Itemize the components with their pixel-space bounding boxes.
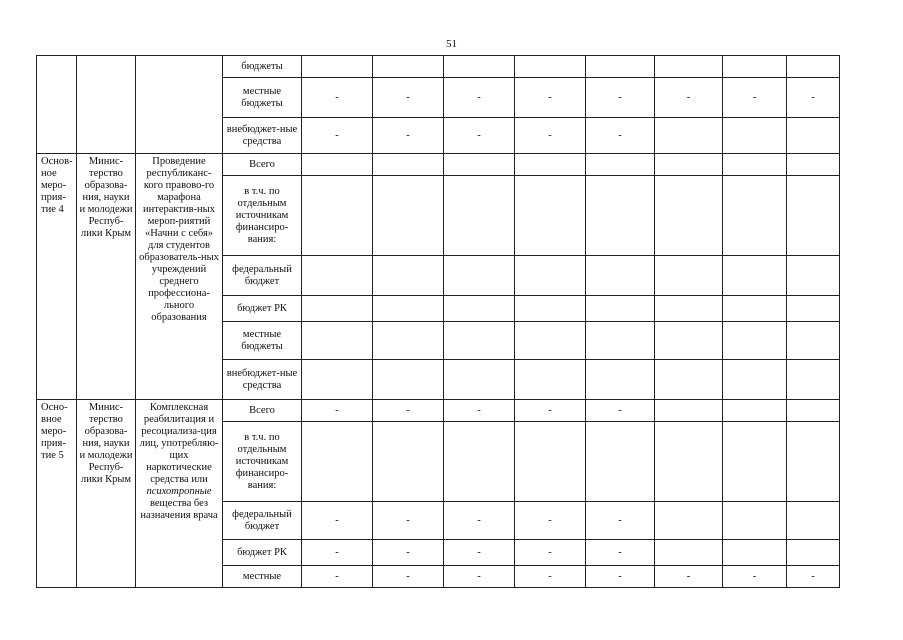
value-cell — [586, 296, 655, 322]
value-cell — [302, 422, 373, 502]
value-cell — [787, 422, 840, 502]
value-cell — [302, 256, 373, 296]
value-cell — [655, 360, 723, 400]
description-text: вещества без назначения врача — [140, 498, 218, 521]
executor-cell: Минис-терство образова-ния, науки и молодежи Респуб-лики Крым — [77, 400, 136, 588]
value-cell — [787, 322, 840, 360]
value-cell: - — [723, 78, 787, 118]
table-row — [37, 56, 840, 78]
value-cell — [515, 296, 586, 322]
value-cell — [515, 360, 586, 400]
value-cell — [373, 360, 444, 400]
value-cell: - — [302, 566, 373, 588]
value-cell — [787, 154, 840, 176]
value-cell — [444, 296, 515, 322]
value-cell — [723, 400, 787, 422]
value-cell — [373, 56, 444, 78]
value-cell: - — [586, 566, 655, 588]
value-cell — [444, 322, 515, 360]
value-cell — [586, 322, 655, 360]
value-cell: - — [787, 78, 840, 118]
funding-source-cell: федеральный бюджет — [223, 256, 302, 296]
value-cell — [302, 322, 373, 360]
value-cell: - — [515, 502, 586, 540]
value-cell — [723, 502, 787, 540]
value-cell — [586, 56, 655, 78]
value-cell — [302, 176, 373, 256]
value-cell — [373, 176, 444, 256]
value-cell — [723, 422, 787, 502]
value-cell — [723, 256, 787, 296]
value-cell: - — [586, 540, 655, 566]
value-cell — [515, 56, 586, 78]
value-cell — [515, 176, 586, 256]
value-cell — [302, 56, 373, 78]
value-cell: - — [373, 400, 444, 422]
value-cell — [444, 154, 515, 176]
value-cell: - — [373, 118, 444, 154]
funding-source-cell: бюджеты — [223, 56, 302, 78]
value-cell — [586, 154, 655, 176]
value-cell: - — [444, 118, 515, 154]
measure-code-cell: Осно-вное меро-прия-тие 5 — [37, 400, 77, 588]
value-cell: - — [373, 540, 444, 566]
value-cell — [655, 154, 723, 176]
value-cell: - — [444, 400, 515, 422]
value-cell: - — [586, 78, 655, 118]
funding-source-cell: внебюджет-ные средства — [223, 118, 302, 154]
value-cell — [787, 256, 840, 296]
value-cell — [655, 322, 723, 360]
value-cell — [302, 154, 373, 176]
value-cell — [723, 360, 787, 400]
value-cell — [444, 422, 515, 502]
table-row — [37, 400, 840, 422]
value-cell — [586, 256, 655, 296]
funding-source-cell: Всего — [223, 154, 302, 176]
value-cell — [723, 118, 787, 154]
value-cell — [787, 400, 840, 422]
value-cell — [787, 56, 840, 78]
funding-source-cell: местные — [223, 566, 302, 588]
page-number: 51 — [446, 38, 457, 50]
value-cell — [655, 176, 723, 256]
value-cell: - — [373, 566, 444, 588]
value-cell: - — [444, 502, 515, 540]
value-cell — [723, 154, 787, 176]
value-cell — [723, 296, 787, 322]
value-cell: - — [655, 566, 723, 588]
value-cell — [723, 322, 787, 360]
description-text: Комплексная реабилитация и ресоциализа-ция лиц, употребляю-щих наркотические средства или — [139, 402, 219, 485]
value-cell: - — [586, 502, 655, 540]
value-cell — [444, 360, 515, 400]
value-cell — [787, 176, 840, 256]
value-cell — [787, 296, 840, 322]
value-cell — [655, 502, 723, 540]
value-cell — [444, 176, 515, 256]
funding-source-cell: в т.ч. по отдельным источникам финансиро-вания: — [223, 176, 302, 256]
value-cell — [655, 56, 723, 78]
measure-code-cell: Основ-ное меро-прия-тие 4 — [37, 154, 77, 400]
empty-cell — [136, 56, 223, 154]
funding-table — [36, 55, 840, 588]
value-cell: - — [302, 78, 373, 118]
value-cell: - — [444, 78, 515, 118]
value-cell: - — [515, 540, 586, 566]
value-cell: - — [655, 78, 723, 118]
value-cell: - — [373, 502, 444, 540]
funding-table-body — [37, 56, 840, 588]
measure-description-cell: Проведение республиканс-кого правово-го марафона интерактив-ных мероп-риятий «Начни с себя» для студентов образователь-ных учреждений среднего профессиона-льного образования — [136, 154, 223, 400]
value-cell — [373, 296, 444, 322]
value-cell — [655, 118, 723, 154]
value-cell — [373, 322, 444, 360]
value-cell — [655, 296, 723, 322]
value-cell: - — [515, 566, 586, 588]
value-cell — [586, 176, 655, 256]
value-cell: - — [787, 566, 840, 588]
funding-source-cell: в т.ч. по отдельным источникам финансиро-вания: — [223, 422, 302, 502]
value-cell — [444, 56, 515, 78]
value-cell — [723, 540, 787, 566]
value-cell — [787, 540, 840, 566]
value-cell: - — [723, 566, 787, 588]
table-row — [37, 154, 840, 176]
measure-description-cell — [136, 400, 223, 588]
empty-cell — [37, 56, 77, 154]
value-cell — [373, 154, 444, 176]
value-cell — [373, 256, 444, 296]
value-cell — [655, 422, 723, 502]
value-cell — [515, 422, 586, 502]
value-cell — [515, 154, 586, 176]
funding-source-cell: местные бюджеты — [223, 322, 302, 360]
value-cell: - — [586, 400, 655, 422]
value-cell: - — [515, 400, 586, 422]
value-cell — [723, 56, 787, 78]
value-cell: - — [302, 540, 373, 566]
funding-source-cell: местные бюджеты — [223, 78, 302, 118]
value-cell: - — [515, 118, 586, 154]
funding-source-cell: внебюджет-ные средства — [223, 360, 302, 400]
value-cell — [787, 118, 840, 154]
value-cell — [515, 322, 586, 360]
executor-cell: Минис-терство образова-ния, науки и молодежи Респуб-лики Крым — [77, 154, 136, 400]
value-cell — [787, 502, 840, 540]
value-cell — [302, 296, 373, 322]
value-cell — [302, 360, 373, 400]
value-cell — [655, 400, 723, 422]
value-cell — [723, 176, 787, 256]
funding-source-cell: бюджет РК — [223, 540, 302, 566]
funding-source-cell: бюджет РК — [223, 296, 302, 322]
value-cell: - — [444, 540, 515, 566]
value-cell: - — [444, 566, 515, 588]
value-cell — [655, 540, 723, 566]
description-text-italic: психотропные — [146, 486, 212, 497]
value-cell: - — [302, 400, 373, 422]
value-cell: - — [586, 118, 655, 154]
empty-cell — [77, 56, 136, 154]
value-cell — [373, 422, 444, 502]
value-cell: - — [302, 118, 373, 154]
value-cell: - — [302, 502, 373, 540]
value-cell — [586, 422, 655, 502]
value-cell: - — [515, 78, 586, 118]
value-cell: - — [373, 78, 444, 118]
funding-source-cell: Всего — [223, 400, 302, 422]
funding-source-cell: федеральный бюджет — [223, 502, 302, 540]
value-cell — [586, 360, 655, 400]
value-cell — [515, 256, 586, 296]
value-cell — [655, 256, 723, 296]
value-cell — [444, 256, 515, 296]
value-cell — [787, 360, 840, 400]
